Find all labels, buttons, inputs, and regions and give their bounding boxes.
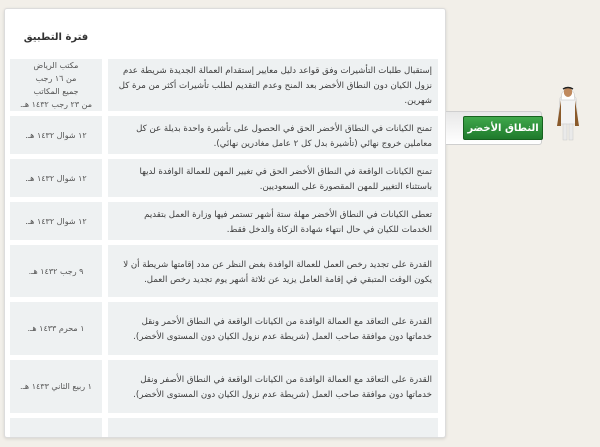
row-description: إستقبال طلبات التأشيرات وفق قواعد دليل معايير إستقدام العمالة الجديدة شريطة عدم نزول الكيان دون النطاق الأخضر بعد المنح وعدم التقديم لطلب تأشيرات أكثر من مرة كل شهرين. <box>108 59 438 111</box>
row-description: القدرة على التعاقد مع العمالة الوافدة من الكيانات الواقعة في النطاق الأحمر ونقل خدماتها دون موافقة صاحب العمل (شريطة عدم نزول الكيان دون المستوى الأخضر). <box>108 302 438 355</box>
table-row <box>10 360 438 413</box>
row-date: ٩ رجب ١٤٣٢ هـ. <box>10 245 102 297</box>
row-description: تعطى الكيانات في النطاق الأخضر مهلة ستة أشهر تستمر فيها وزارة العمل بتقديم الخدمات للكيان في حال انتهاء شهادة الزكاة والدخل فقط. <box>108 202 438 240</box>
table-row <box>10 245 438 297</box>
row-date-line: جميع المكاتب <box>33 87 79 96</box>
row-date: ١٢ شوال ١٤٣٢ هـ. <box>10 116 102 154</box>
row-description: القدرة على تجديد رخص العمل للعمالة الوافدة بغض النظر عن مدد إقامتها شريطة أن لا يكون الوقت المتبقي في إقامة العامل يزيد عن ثلاثة أشهر يوم تجديد رخص العمل. <box>108 245 438 297</box>
table-header <box>10 17 438 57</box>
header-application-period: فترة التطبيق <box>23 31 89 43</box>
table-row <box>10 302 438 355</box>
row-date: ١٢ شوال ١٤٣٢ هـ. <box>10 202 102 240</box>
header-description <box>108 17 438 57</box>
row-date-line: من ٢٣ رجب ١٤٣٢ هـ. <box>19 100 93 109</box>
row-date: ١ ربيع الثاني ١٤٣٣ هـ. <box>10 360 102 413</box>
row-description: القدرة على التعاقد مع العمالة الوافدة من الكيانات الواقعة في النطاق الأصفر ونقل خدماتها دون موافقة صاحب العمل (شريطة عدم نزول الكيان دون المستوى الأخضر). <box>108 360 438 413</box>
row-date <box>10 418 102 438</box>
row-description <box>108 418 438 438</box>
table-row <box>10 59 438 111</box>
table-row <box>10 159 438 197</box>
saudi-man-figure-icon <box>554 80 582 142</box>
benefits-card <box>4 8 446 438</box>
table-row <box>10 418 438 438</box>
benefits-table <box>10 17 438 438</box>
table-row <box>10 116 438 154</box>
row-date <box>10 59 102 111</box>
row-date-line: مكتب الرياض <box>33 61 79 70</box>
green-zone-tab[interactable]: النطاق الأخضر <box>463 116 543 140</box>
row-date: ١ محرم ١٤٣٣ هـ. <box>10 302 102 355</box>
row-description: تمنح الكيانات في النطاق الأخضر الحق في الحصول على تأشيرة واحدة بديلة عن كل معاملين خروج نهائي (تأشيرة بدل كل ٢ عامل مغادرين نهائي). <box>108 116 438 154</box>
row-date: ١٢ شوال ١٤٣٢ هـ. <box>10 159 102 197</box>
table-row <box>10 202 438 240</box>
row-description: تمنح الكيانات الواقعة في النطاق الأخضر الحق في تغيير المهن للعمالة الوافدة لديها باستثناء التغيير للمهن المقصورة على السعوديين. <box>108 159 438 197</box>
row-date-line: من ١٦ رجب <box>35 74 77 83</box>
